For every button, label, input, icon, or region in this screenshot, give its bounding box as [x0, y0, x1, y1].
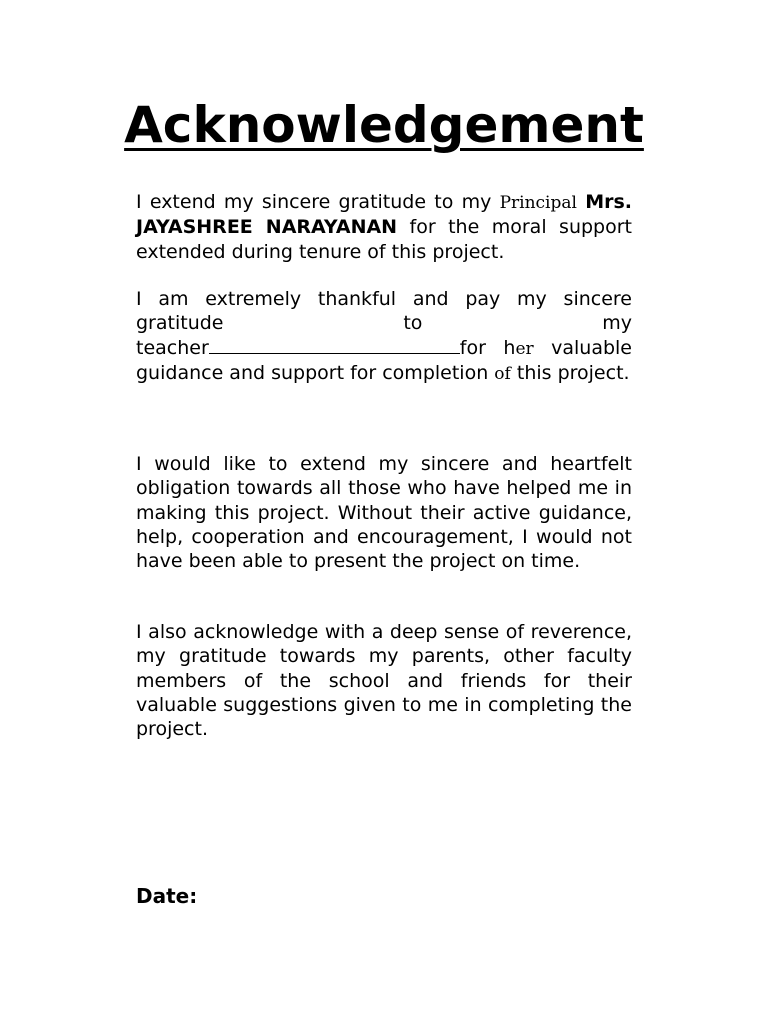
page-title	[0, 92, 768, 158]
principal-name: Mrs. JAYASHREE NARAYANAN	[136, 191, 632, 239]
teacher-name-blank	[209, 336, 460, 354]
p1-principal-word: Principal	[499, 193, 577, 213]
p2-line-1: I am extremely thankful and pay my sincere	[136, 288, 632, 310]
p2-text-end: this project.	[510, 361, 630, 384]
p2-teacher-word: teacher	[136, 336, 209, 359]
paragraph-obligation: I would like to extend my sincere and heartfelt obligation towards all those who have helped me in making this project. Without their active guidance, help, cooperation and encouragement, I would not have been able to present the project on time.	[136, 453, 632, 573]
date-label: Date:	[136, 884, 198, 908]
p2-word-gratitude: gratitude	[136, 312, 224, 335]
p1-text-1: I extend my sincere gratitude to my	[136, 191, 500, 213]
paragraph-parents: I also acknowledge with a deep sense of reverence, my gratitude towards my parents, other faculty members of the school and friends for their valuable suggestions given to me in completing the project.	[136, 621, 632, 741]
paragraph-teacher	[136, 287, 632, 386]
p1-text-2: for the moral support extended during tenure of this project.	[136, 216, 632, 263]
p2-text-valuable: valuable guidance and support for completion	[136, 336, 632, 384]
p2-rest	[136, 336, 632, 387]
paragraph-principal	[136, 190, 632, 264]
p2-for-h: for h	[459, 336, 516, 359]
p2-word-to: to	[403, 312, 423, 335]
p2-er: er	[515, 338, 534, 359]
page-title-text: Acknowledgement	[124, 96, 644, 154]
p2-word-my: my	[602, 312, 632, 335]
p2-of: of	[494, 363, 511, 384]
p2-line-2	[136, 311, 632, 335]
